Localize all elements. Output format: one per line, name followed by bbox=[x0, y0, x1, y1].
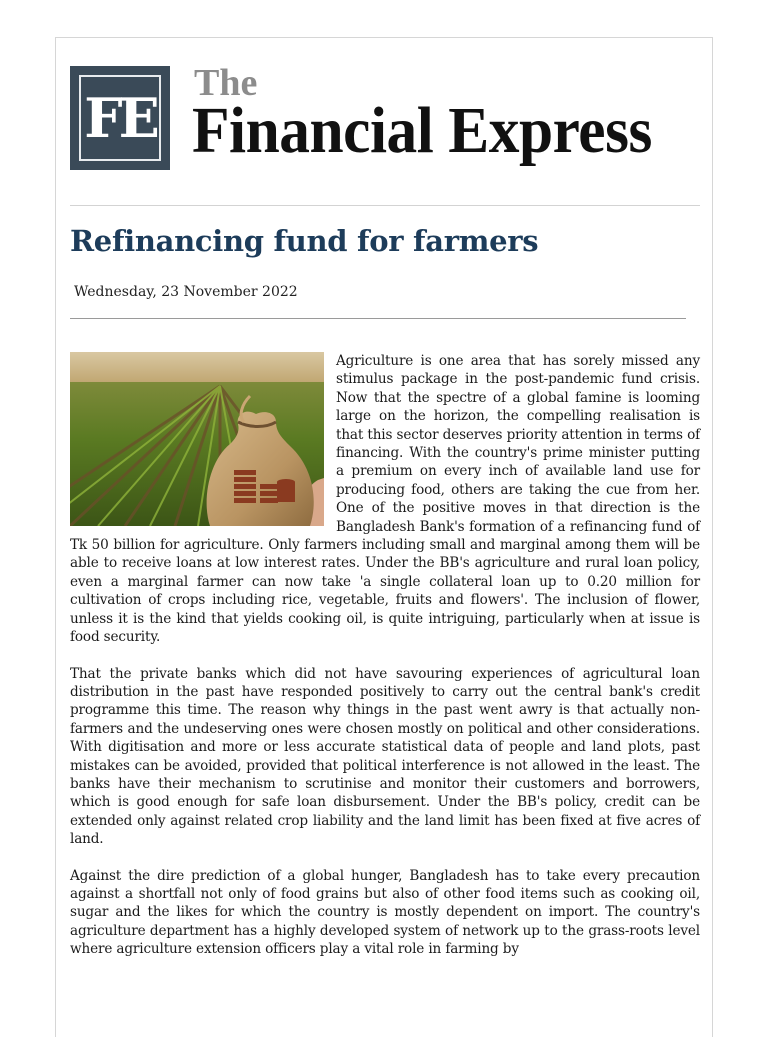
article-photo bbox=[70, 352, 324, 526]
masthead-the: The bbox=[194, 62, 258, 104]
masthead bbox=[70, 62, 700, 174]
article-headline: Refinancing fund for farmers bbox=[70, 224, 539, 258]
fe-logo-letters: FE bbox=[84, 86, 156, 150]
article-body bbox=[70, 352, 700, 977]
date-divider bbox=[70, 318, 686, 319]
article-date: Wednesday, 23 November 2022 bbox=[74, 284, 298, 300]
fe-logo bbox=[70, 66, 170, 170]
masthead-name: Financial Express bbox=[192, 94, 652, 167]
farm-field-money-bag-illustration bbox=[70, 352, 324, 526]
article-paragraph-3: Against the dire prediction of a global hunger, Bangladesh has to take every precaution against a shortfall not only of food grains but also of other food items such as cooking oil, sugar and the likes for which the country is mostly dependent on import. The country's agriculture department has a highly developed system of network up to the grass-roots level where agriculture extension officers play a vital role in farming by bbox=[70, 867, 700, 958]
article-paragraph-2: That the private banks which did not have savouring experiences of agricultural loan distribution in the past have responded positively to carry out the central bank's credit programme this time. The reason why things in the past went awry is that actually non-farmers and the undeserving ones were chosen mostly on political and other considerations. With digitisation and more or less accurate statistical data of people and land plots, past mistakes can be avoided, provided that political interference is not allowed in the least. The banks have their mechanism to scrutinise and monitor their customers and borrowers, which is good enough for safe loan disbursement. Under the BB's policy, credit can be extended only against related crop liability and the land limit has been fixed at five acres of land. bbox=[70, 665, 700, 848]
article-page bbox=[55, 37, 713, 1037]
masthead-divider bbox=[70, 205, 700, 206]
article-paragraph-1: Agriculture is one area that has sorely missed any stimulus package in the post-pandemic fund crisis. Now that the spectre of a global famine is looming large on the horizon, the compelling realisation is that this sector deserves priority attention in terms of financing. With the country's prime minister putting a premium on every inch of available land use for producing food, others are taking the cue from her. One of the positive moves in that direction is the Bangladesh Bank's formation of a refinancing fund of Tk 50 billion for agriculture. Only farmers including small and marginal among them will be able to receive loans at low interest rates. Under the BB's agriculture and rural loan policy, even a marginal farmer can now take 'a single collateral loan up to 0.20 million for cultivation of crops including rice, vegetable, fruits and flowers'. The inclusion of flower, unless it is the kind that yields cooking oil, is quite intriguing, particularly when at issue is food security. bbox=[70, 353, 700, 646]
